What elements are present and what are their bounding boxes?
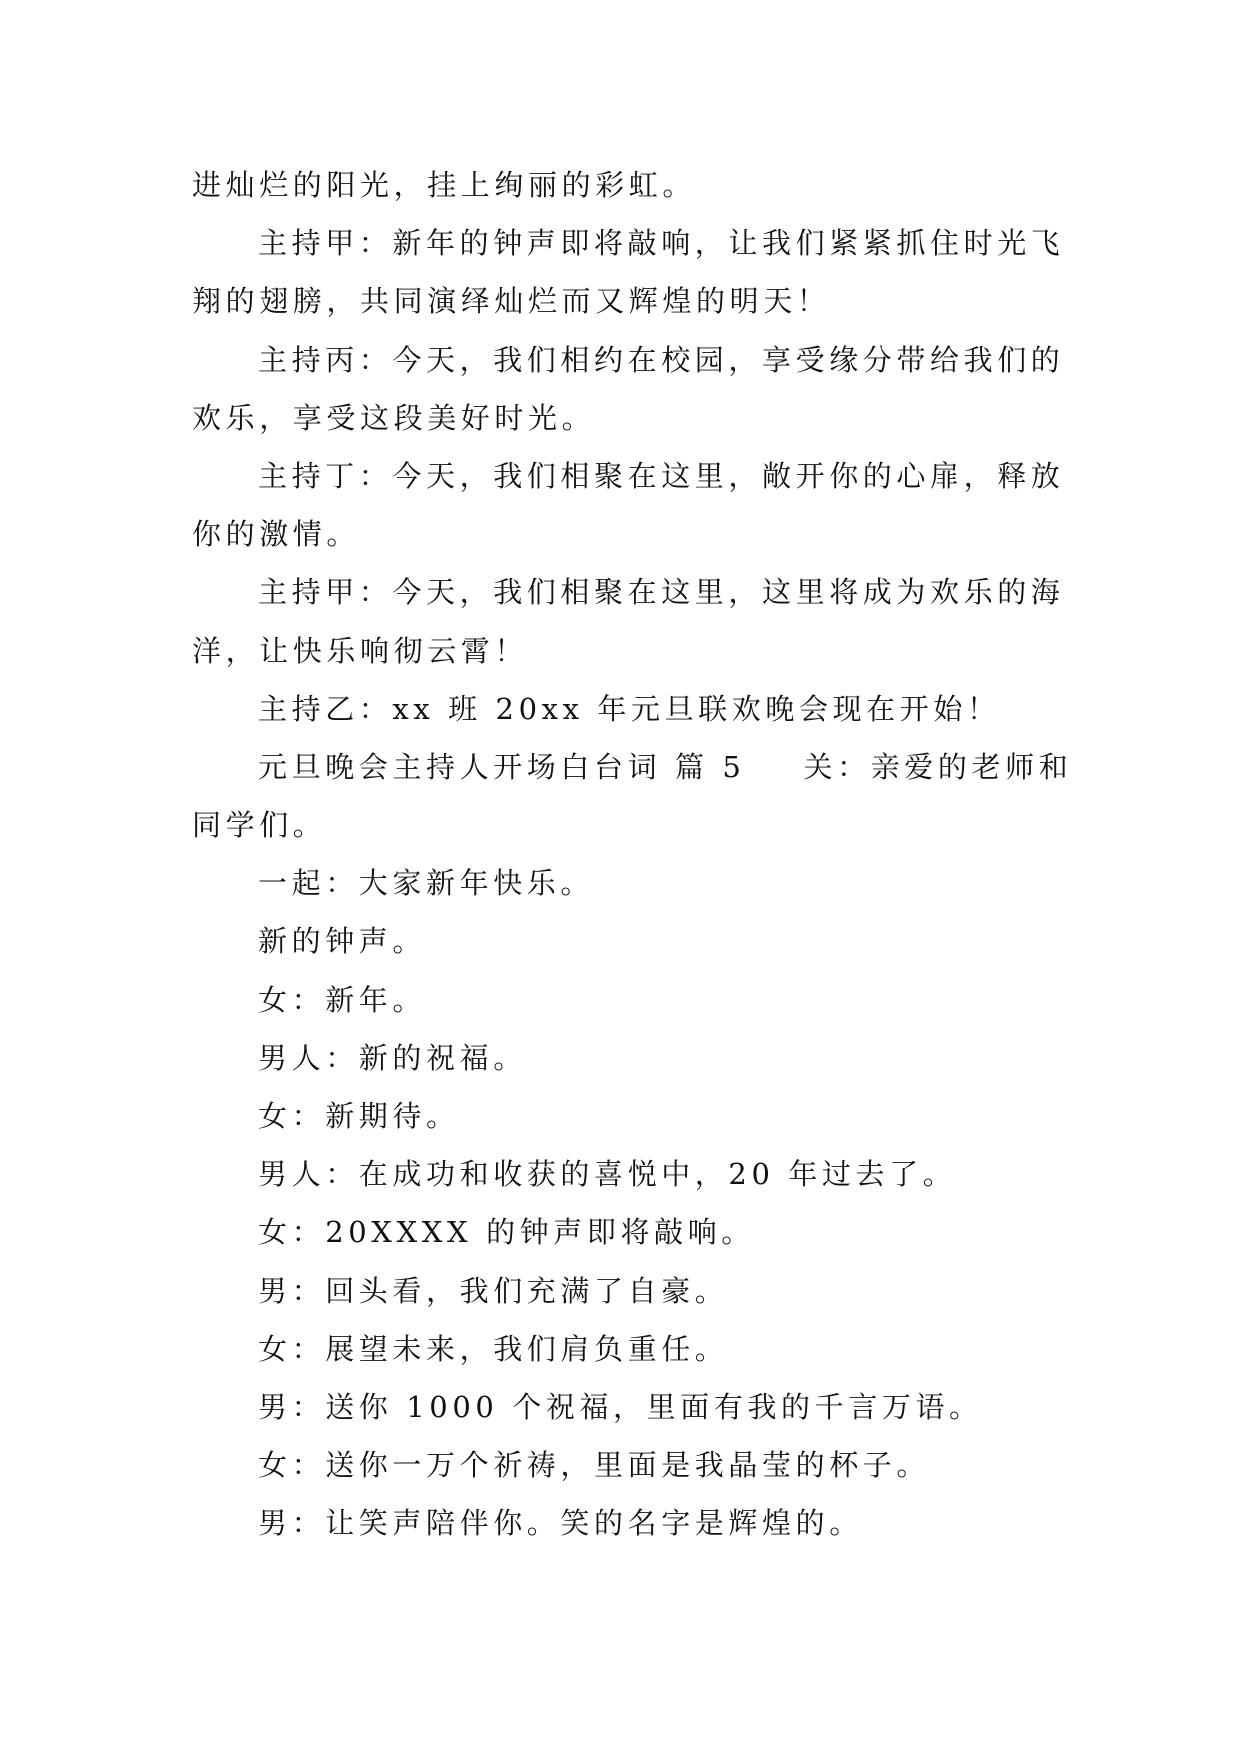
paragraph-line: 主持甲：今天，我们相聚在这里，这里将成为欢乐的海 xyxy=(258,575,1065,610)
paragraph-line: 男：回头看，我们充满了自豪。 xyxy=(258,1273,729,1308)
section-heading: 元旦晚会主持人开场白台词 篇 5 xyxy=(258,749,746,784)
paragraph-line: 男：送你 1000 个祝福，里面有我的千言万语。 xyxy=(258,1389,983,1424)
paragraph-line: 女：20XXXX 的钟声即将敲响。 xyxy=(258,1215,755,1250)
paragraph-line: 你的激情。 xyxy=(192,517,361,552)
paragraph-line: 新的钟声。 xyxy=(258,924,427,959)
paragraph-line: 一起：大家新年快乐。 xyxy=(258,866,595,901)
paragraph-line: 同学们。 xyxy=(192,808,327,843)
document-body xyxy=(192,156,1073,1553)
paragraph-line: 洋，让快乐响彻云霄！ xyxy=(192,633,529,668)
paragraph-line: 主持乙：xx 班 20xx 年元旦联欢晚会现在开始！ xyxy=(258,691,1001,726)
paragraph-line: 男人：新的祝福。 xyxy=(258,1040,527,1075)
paragraph-line: 女：展望未来，我们肩负重任。 xyxy=(258,1331,729,1366)
paragraph-line: 进灿烂的阳光，挂上绚丽的彩虹。 xyxy=(192,168,697,202)
paragraph-line: 欢乐，享受这段美好时光。 xyxy=(192,400,596,435)
paragraph-line: 主持丁：今天，我们相聚在这里，敞开你的心扉，释放 xyxy=(258,458,1065,493)
paragraph-line: 男：让笑声陪伴你。笑的名字是辉煌的。 xyxy=(258,1506,863,1541)
section-heading-line xyxy=(192,738,1073,796)
paragraph-line: 女：送你一万个祈祷，里面是我晶莹的杯子。 xyxy=(258,1448,931,1483)
paragraph-line: 主持甲：新年的钟声即将敲响，让我们紧紧抓住时光飞 xyxy=(258,226,1065,261)
paragraph-line: 主持丙：今天，我们相约在校园，享受缘分带给我们的 xyxy=(258,342,1065,377)
paragraph-line: 女：新期待。 xyxy=(258,1099,460,1133)
paragraph-line: 男人：在成功和收获的喜悦中，20 年过去了。 xyxy=(258,1157,957,1192)
paragraph-line: 女：新年。 xyxy=(258,982,427,1017)
paragraph-line: 翔的翅膀，共同演绎灿烂而又辉煌的明天！ xyxy=(192,284,831,319)
paragraph-text: 关：亲爱的老师和 xyxy=(803,749,1073,784)
